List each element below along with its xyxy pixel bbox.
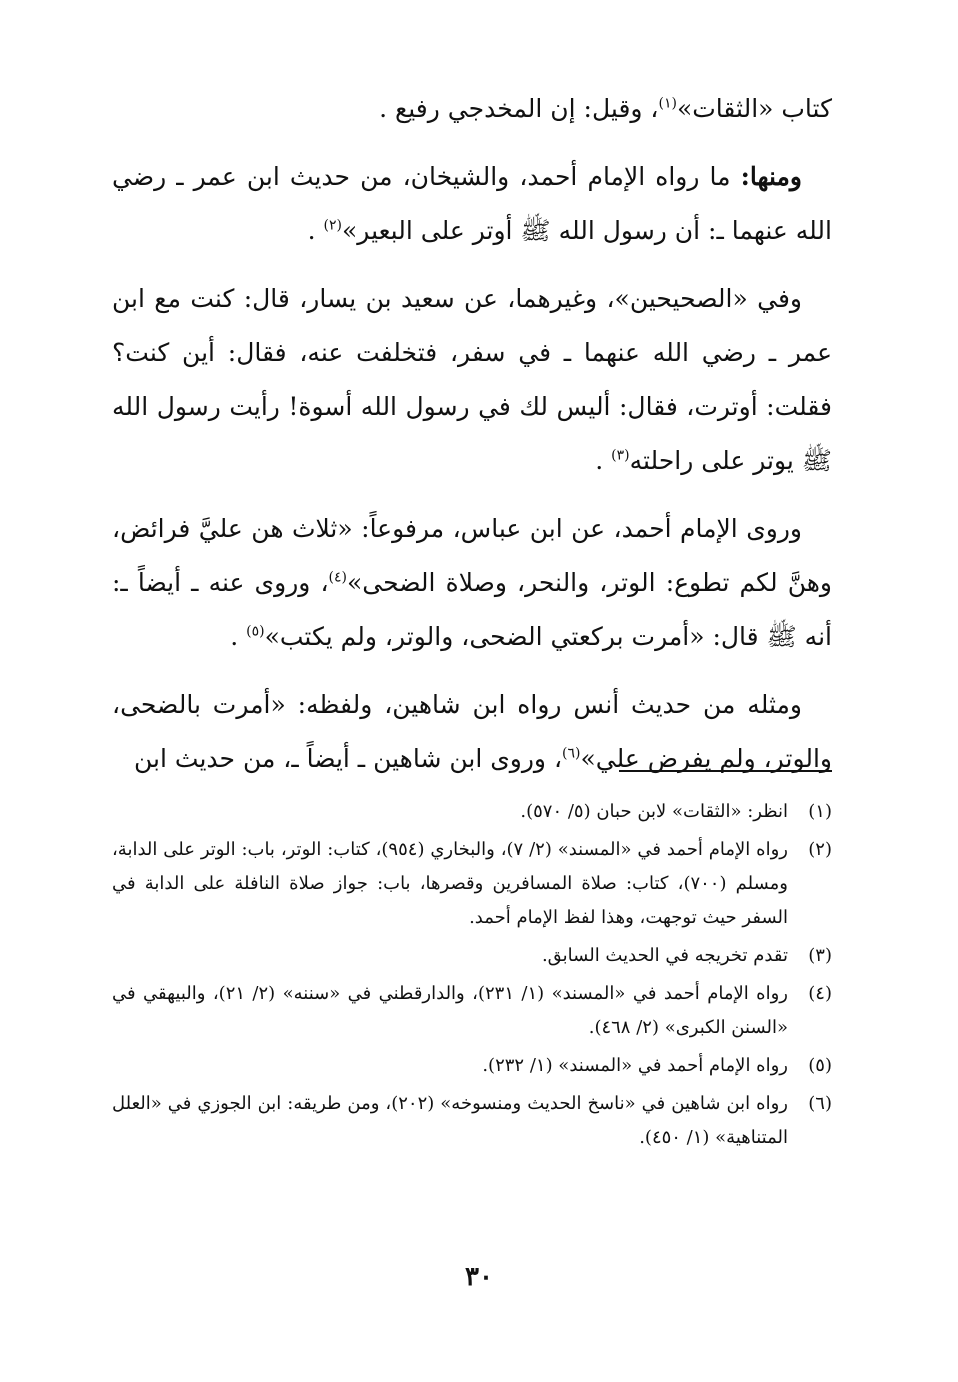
text-span: . xyxy=(230,622,247,651)
footnote-number: (٣) xyxy=(808,945,832,966)
footnote-ref[interactable]: (٢) xyxy=(323,217,342,234)
footnote-6 xyxy=(112,1087,832,1155)
paragraph-2 xyxy=(112,150,832,258)
text-span: كتاب «الثقات» xyxy=(676,94,832,123)
footnote-number: (٦) xyxy=(808,1093,832,1114)
footnote-text: انظر: «الثقات» لابن حبان (٥/ ٥٧٠). xyxy=(520,801,788,822)
paragraph-3 xyxy=(112,272,832,488)
footnote-text: تقدم تخريجه في الحديث السابق. xyxy=(541,945,788,966)
footnote-number: (٥) xyxy=(808,1055,832,1076)
text-span: وفي «الصحيحين»، وغيرهما، عن سعيد بن يسار، قال: كنت مع ابن عمر ـ رضي الله عنهما ـ في سفر، فتخلفت عنه، فقال: أين كنت؟ فقلت: أوترت، فقال: أليس لك في رسول الله أسوة! رأيت رسول الله ﷺ يوتر على راحلته xyxy=(112,284,832,475)
footnote-ref[interactable]: (٥) xyxy=(246,623,265,640)
footnote-ref[interactable]: (١) xyxy=(658,95,677,112)
footnote-divider xyxy=(619,770,832,772)
footnote-text: رواه الإمام أحمد في «المسند» (١/ ٢٣٢). xyxy=(482,1055,788,1076)
text-span: ، وروى عنه ـ أيضاً ـ: أنه ﷺ قال: «أمرت بركعتي الضحى، والوتر، ولم يكتب» xyxy=(112,568,832,651)
footnote-text: رواه الإمام أحمد في «المسند» (٢/ ٧)، والبخاري (٩٥٤)، كتاب: الوتر، باب: الوتر على الدابة، ومسلم (٧٠٠)، كتاب: صلاة المسافرين وقصرها، باب: جواز صلاة النافلة على الدابة في السفر حيث توجهت، وهذا لفظ الإمام أحمد. xyxy=(112,839,788,928)
text-span: ما رواه الإمام أحمد، والشيخان، من حديث ابن عمر ـ رضي الله عنهما ـ: أن رسول الله ﷺ أوتر على البعير» xyxy=(112,162,832,245)
footnote-5 xyxy=(112,1049,832,1083)
footnote-4 xyxy=(112,977,832,1045)
footnote-number: (٤) xyxy=(808,983,832,1004)
footnotes xyxy=(112,795,832,1159)
page-number: ٣٠ xyxy=(465,1262,493,1292)
text-span: . xyxy=(307,216,324,245)
footnote-ref[interactable]: (٦) xyxy=(562,745,581,762)
text-span: وروى الإمام أحمد، عن ابن عباس، مرفوعاً: «ثلاث هن عليَّ فرائض، وهنَّ لكم تطوع: الوتر، والنحر، وصلاة الضحى» xyxy=(112,514,832,597)
text-span: ، وروى ابن شاهين ـ أيضاً ـ، من حديث ابن xyxy=(134,744,563,773)
footnote-text: رواه ابن شاهين في «ناسخ الحديث ومنسوخه» (٢٠٢)، ومن طريقه: ابن الجوزي في «العلل المتناهية» (١/ ٤٥٠). xyxy=(112,1093,788,1148)
text-span: . xyxy=(595,446,612,475)
footnote-text: رواه الإمام أحمد في «المسند» (١/ ٢٣١)، والدارقطني في «سننه» (٢/ ٢١)، والبيهقي في «السنن الكبرى» (٢/ ٤٦٨). xyxy=(112,983,788,1038)
main-text xyxy=(112,82,832,800)
text-span: ومثله من حديث أنس رواه ابن شاهين، ولفظه: «أمرت بالضحى، والوتر، ولم يفرض علي» xyxy=(112,690,832,773)
paragraph-1 xyxy=(112,82,832,136)
paragraph-4 xyxy=(112,502,832,664)
footnote-1 xyxy=(112,795,832,829)
footnote-number: (١) xyxy=(808,801,832,822)
footnote-3 xyxy=(112,939,832,973)
footnote-2 xyxy=(112,833,832,935)
footnote-ref[interactable]: (٤) xyxy=(328,569,347,586)
lead-word: ومنها: xyxy=(740,162,802,191)
footnote-ref[interactable]: (٣) xyxy=(611,447,630,464)
text-span: ، وقيل: إن المخدجي رفيع . xyxy=(379,94,659,123)
footnote-number: (٢) xyxy=(808,839,832,860)
